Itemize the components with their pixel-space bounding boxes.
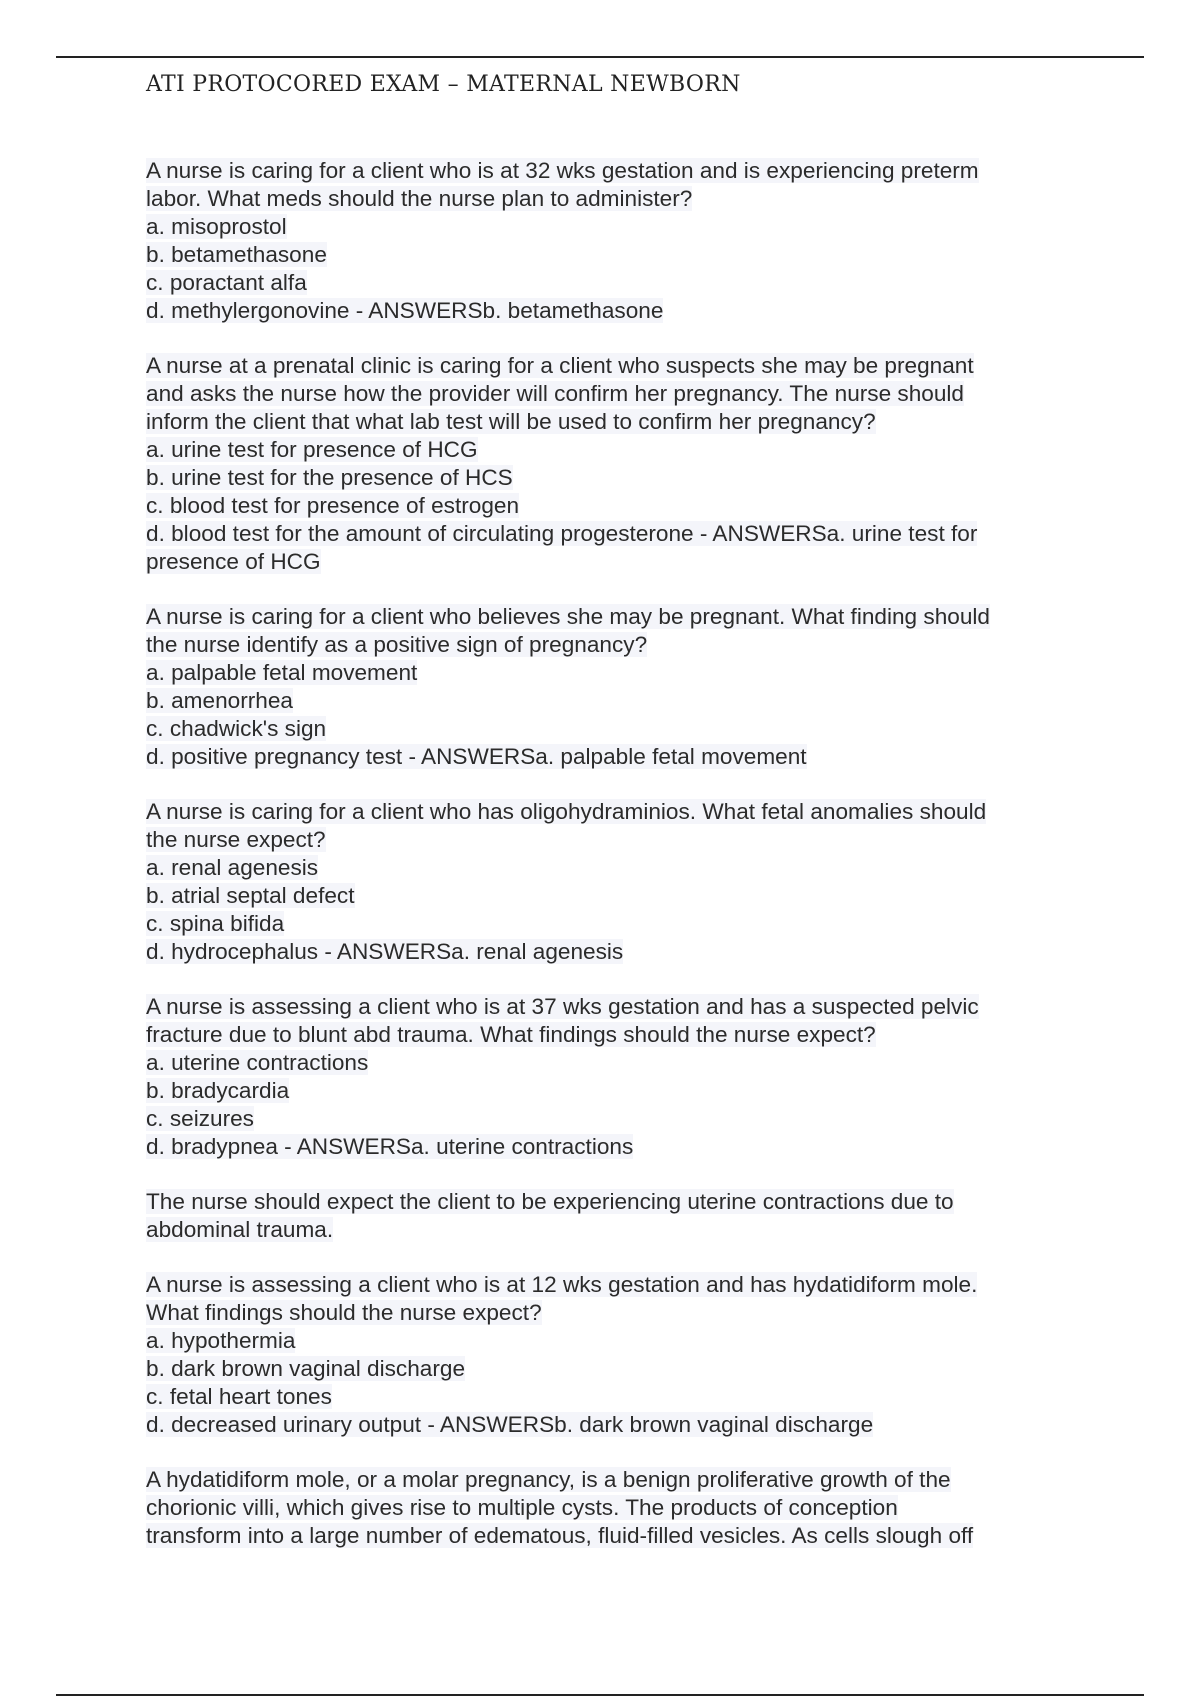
text-line	[146, 1411, 1086, 1439]
document-body	[146, 157, 1086, 1577]
line-text: The nurse should expect the client to be experiencing uterine contractions due to	[146, 1189, 954, 1214]
question-block	[146, 798, 1086, 966]
line-text: A nurse is assessing a client who is at 37 wks gestation and has a suspected pelvic	[146, 994, 979, 1019]
text-line	[146, 436, 1086, 464]
text-line	[146, 1049, 1086, 1077]
line-text: b. dark brown vaginal discharge	[146, 1356, 466, 1381]
line-text: and asks the nurse how the provider will confirm her pregnancy. The nurse should	[146, 381, 964, 406]
line-text: labor. What meds should the nurse plan to administer?	[146, 186, 693, 211]
text-line	[146, 687, 1086, 715]
text-line	[146, 297, 1086, 325]
question-block	[146, 157, 1086, 325]
line-text: d. hydrocephalus - ANSWERSa. renal agenesis	[146, 939, 624, 964]
line-text: A hydatidiform mole, or a molar pregnancy, is a benign proliferative growth of the	[146, 1467, 951, 1492]
text-line	[146, 743, 1086, 771]
line-text: a. palpable fetal movement	[146, 660, 418, 685]
text-line	[146, 798, 1086, 826]
question-block	[146, 603, 1086, 771]
question-block	[146, 1271, 1086, 1439]
line-text: d. methylergonovine - ANSWERSb. betamethasone	[146, 298, 664, 323]
text-line	[146, 826, 1086, 854]
text-line	[146, 241, 1086, 269]
line-text: fracture due to blunt abd trauma. What findings should the nurse expect?	[146, 1022, 876, 1047]
line-text: abdominal trauma.	[146, 1217, 334, 1242]
line-text: the nurse identify as a positive sign of pregnancy?	[146, 632, 648, 657]
text-line	[146, 1383, 1086, 1411]
line-text: c. blood test for presence of estrogen	[146, 493, 520, 518]
text-line	[146, 1188, 1086, 1216]
line-text: a. misoprostol	[146, 214, 287, 239]
line-text: b. atrial septal defect	[146, 883, 355, 908]
text-line	[146, 1494, 1086, 1522]
line-text: d. blood test for the amount of circulating progesterone - ANSWERSa. urine test for	[146, 521, 978, 546]
question-block	[146, 352, 1086, 576]
text-line	[146, 631, 1086, 659]
line-text: d. positive pregnancy test - ANSWERSa. palpable fetal movement	[146, 744, 807, 769]
text-line	[146, 157, 1086, 185]
text-line	[146, 1105, 1086, 1133]
line-text: a. renal agenesis	[146, 855, 319, 880]
text-line	[146, 603, 1086, 631]
header-rule	[56, 56, 1144, 58]
line-text: A nurse is caring for a client who is at 32 wks gestation and is experiencing preterm	[146, 158, 979, 183]
text-line	[146, 1466, 1086, 1494]
line-text: A nurse is caring for a client who has oligohydraminios. What fetal anomalies should	[146, 799, 987, 824]
line-text: chorionic villi, which gives rise to multiple cysts. The products of conception	[146, 1495, 898, 1520]
line-text: a. urine test for presence of HCG	[146, 437, 478, 462]
text-line	[146, 715, 1086, 743]
page-title: ATI PROTOCORED EXAM – MATERNAL NEWBORN	[146, 72, 741, 97]
question-block	[146, 1188, 1086, 1244]
text-line	[146, 492, 1086, 520]
line-text: transform into a large number of edematous, fluid-filled vesicles. As cells slough off	[146, 1523, 974, 1548]
text-line	[146, 1299, 1086, 1327]
text-line	[146, 464, 1086, 492]
line-text: a. hypothermia	[146, 1328, 296, 1353]
text-line	[146, 408, 1086, 436]
text-line	[146, 269, 1086, 297]
text-line	[146, 1216, 1086, 1244]
line-text: a. uterine contractions	[146, 1050, 369, 1075]
line-text: What findings should the nurse expect?	[146, 1300, 542, 1325]
text-line	[146, 380, 1086, 408]
text-line	[146, 854, 1086, 882]
text-line	[146, 1133, 1086, 1161]
text-line	[146, 910, 1086, 938]
text-line	[146, 213, 1086, 241]
line-text: inform the client that what lab test will be used to confirm her pregnancy?	[146, 409, 876, 434]
text-line	[146, 1021, 1086, 1049]
line-text: b. amenorrhea	[146, 688, 293, 713]
text-line	[146, 1271, 1086, 1299]
line-text: b. bradycardia	[146, 1078, 290, 1103]
text-line	[146, 520, 1086, 548]
line-text: c. fetal heart tones	[146, 1384, 332, 1409]
line-text: c. spina bifida	[146, 911, 285, 936]
line-text: b. betamethasone	[146, 242, 327, 267]
line-text: A nurse at a prenatal clinic is caring for a client who suspects she may be pregnant	[146, 353, 974, 378]
line-text: d. bradypnea - ANSWERSa. uterine contractions	[146, 1134, 634, 1159]
line-text: the nurse expect?	[146, 827, 326, 852]
text-line	[146, 1522, 1086, 1550]
text-line	[146, 548, 1086, 576]
line-text: c. chadwick's sign	[146, 716, 327, 741]
line-text: presence of HCG	[146, 549, 321, 574]
text-line	[146, 1077, 1086, 1105]
footer-rule	[56, 1694, 1144, 1696]
line-text: d. decreased urinary output - ANSWERSb. dark brown vaginal discharge	[146, 1412, 874, 1437]
text-line	[146, 1327, 1086, 1355]
line-text: A nurse is caring for a client who believes she may be pregnant. What finding should	[146, 604, 990, 629]
text-line	[146, 882, 1086, 910]
text-line	[146, 993, 1086, 1021]
line-text: c. seizures	[146, 1106, 254, 1131]
line-text: A nurse is assessing a client who is at 12 wks gestation and has hydatidiform mole.	[146, 1272, 978, 1297]
text-line	[146, 938, 1086, 966]
question-block	[146, 1466, 1086, 1550]
line-text: c. poractant alfa	[146, 270, 307, 295]
text-line	[146, 1355, 1086, 1383]
question-block	[146, 993, 1086, 1161]
text-line	[146, 352, 1086, 380]
text-line	[146, 185, 1086, 213]
line-text: b. urine test for the presence of HCS	[146, 465, 513, 490]
text-line	[146, 659, 1086, 687]
